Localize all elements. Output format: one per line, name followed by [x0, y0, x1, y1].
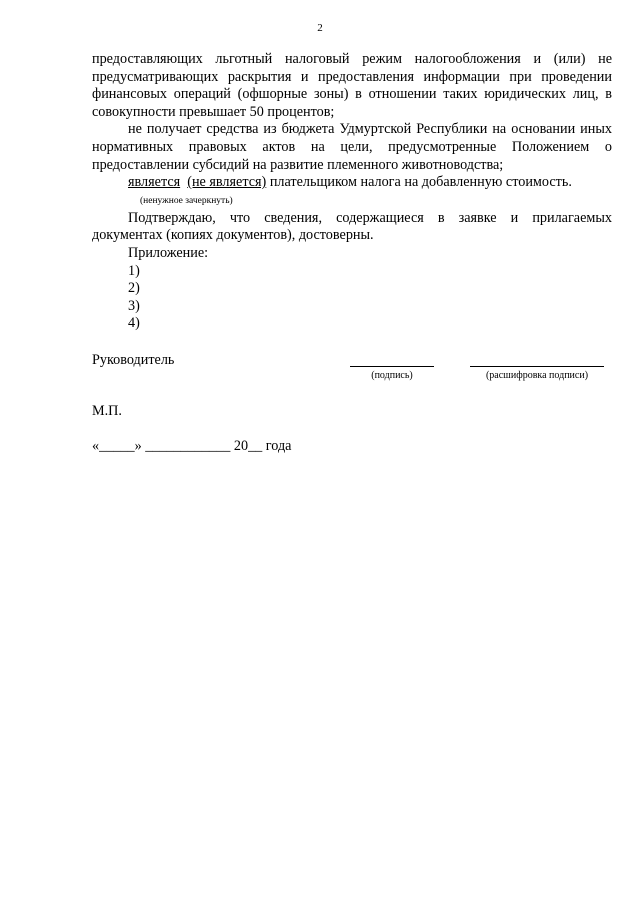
- stamp-place: М.П.: [92, 403, 122, 419]
- strike-out-hint: (ненужное зачеркнуть): [140, 195, 233, 206]
- date-field: «_____» ____________ 20__ года: [92, 438, 292, 454]
- attachment-item: 2): [128, 280, 140, 297]
- signatory-role: Руководитель: [92, 352, 175, 368]
- offshore-paragraph: предоставляющих льготный налоговый режим налогообложения и (или) не предусматривающих раскрытия и предоставления информации при проведении финансовых операций (офшорные зоны) в отношении таких юридических лиц, в совокупности превышает 50 процентов;: [92, 51, 612, 120]
- attachments-title: Приложение:: [128, 244, 209, 261]
- document-body: [92, 51, 612, 333]
- attachment-item: 3): [128, 297, 140, 314]
- signature-decode-field[interactable]: [470, 366, 604, 367]
- vat-status-line: [92, 174, 612, 192]
- confirmation-paragraph: Подтверждаю, что сведения, содержащиеся в заявке и прилагаемых документах (копиях документов), достоверны.: [92, 209, 612, 244]
- page-number: 2: [317, 22, 323, 34]
- vat-status-text: плательщиком налога на добавленную стоимость.: [269, 174, 572, 191]
- budget-paragraph: не получает средства из бюджета Удмуртской Республики на основании иных нормативных правовых актов на цели, предусмотренные Положением о предоставлении субсидий на развитие племенного животноводства;: [92, 121, 612, 173]
- signature-field[interactable]: [350, 366, 434, 367]
- vat-option-is-not: (не является): [187, 174, 267, 191]
- attachment-item: 1): [128, 262, 140, 279]
- signature-decode-caption: (расшифровка подписи): [485, 370, 589, 381]
- signature-caption: (подпись): [371, 370, 413, 381]
- attachment-item: 4): [128, 315, 140, 332]
- vat-option-is: является: [128, 174, 181, 191]
